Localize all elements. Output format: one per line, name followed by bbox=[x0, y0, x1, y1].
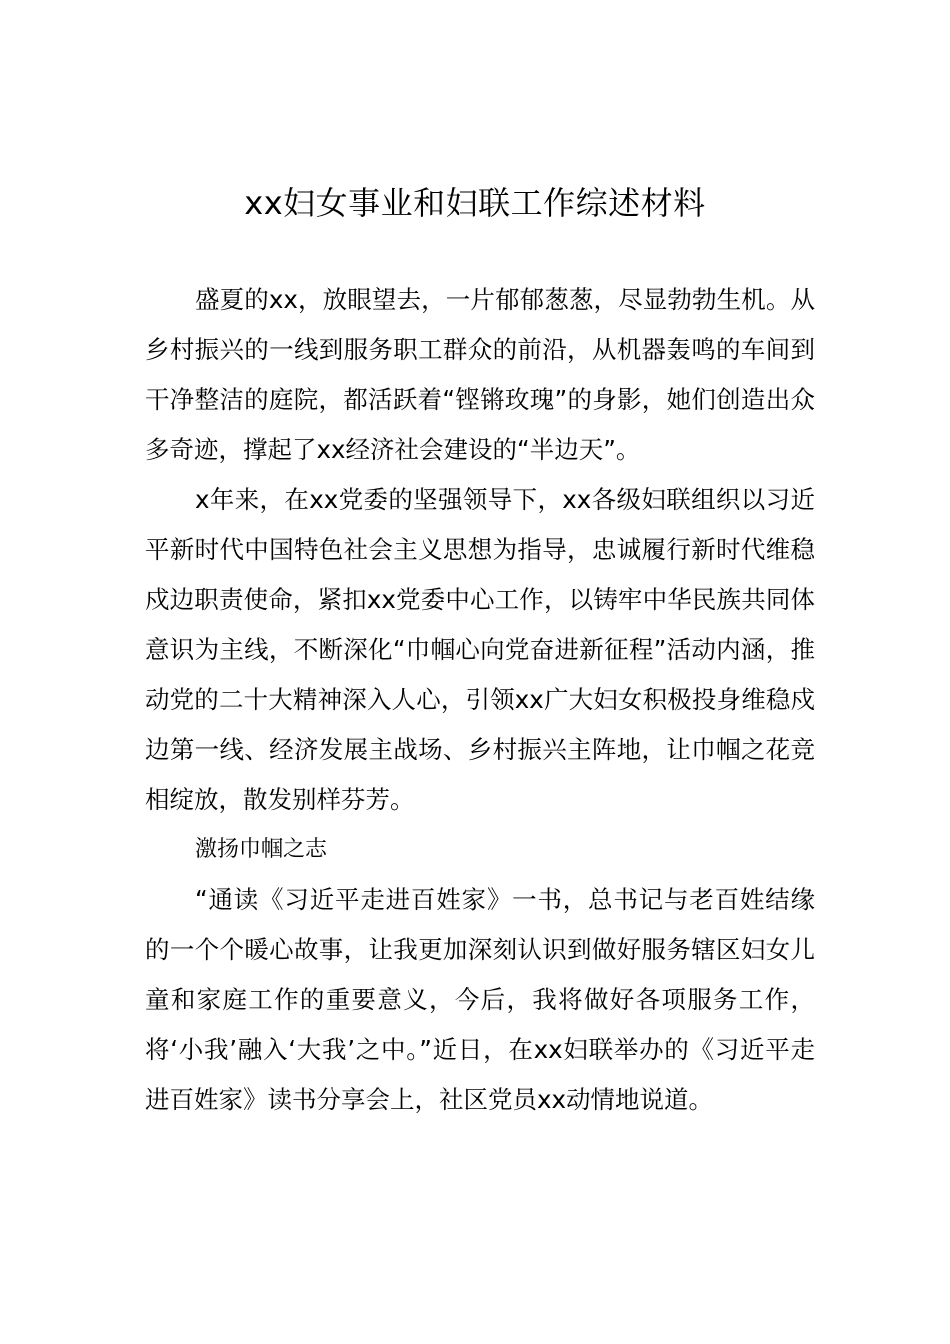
document-title: xx妇女事业和妇联工作综述材料 bbox=[244, 184, 706, 222]
paragraph-overview: x年来，在xx党委的坚强领导下，xx各级妇联组织以习近平新时代中国特色社会主义思想为指导，忠诚履行新时代维稳戍边职责使命，紧扣xx党委中心工作，以铸牢中华民族共同体意识为主线，不断深化“巾帼心向党奋进新征程”活动内涵，推动党的二十大精神深入人心，引领xx广大妇女积极投身维稳戍边第一线、经济发展主战场、乡村振兴主阵地，让巾帼之花竞相绽放，散发别样芬芳。 bbox=[145, 485, 815, 814]
section-heading: 激扬巾帼之志 bbox=[195, 837, 328, 862]
paragraph-intro: 盛夏的xx，放眼望去，一片郁郁葱葱，尽显勃勃生机。从乡村振兴的一线到服务职工群众的前沿，从机器轰鸣的车间到干净整洁的庭院，都活跃着“铿锵玫瑰”的身影，她们创造出众多奇迹，撑起了xx经济社会建设的“半边天”。 bbox=[145, 285, 815, 464]
document-body bbox=[145, 275, 815, 1125]
paragraph-section-1: “通读《习近平走进百姓家》一书，总书记与老百姓结缘的一个个暖心故事，让我更加深刻认识到做好服务辖区妇女儿童和家庭工作的重要意义，今后，我将做好各项服务工作，将‘小我’融入‘大我’之中。”近日，在xx妇联举办的《习近平走进百姓家》读书分享会上，社区党员xx动情地说道。 bbox=[145, 885, 815, 1114]
